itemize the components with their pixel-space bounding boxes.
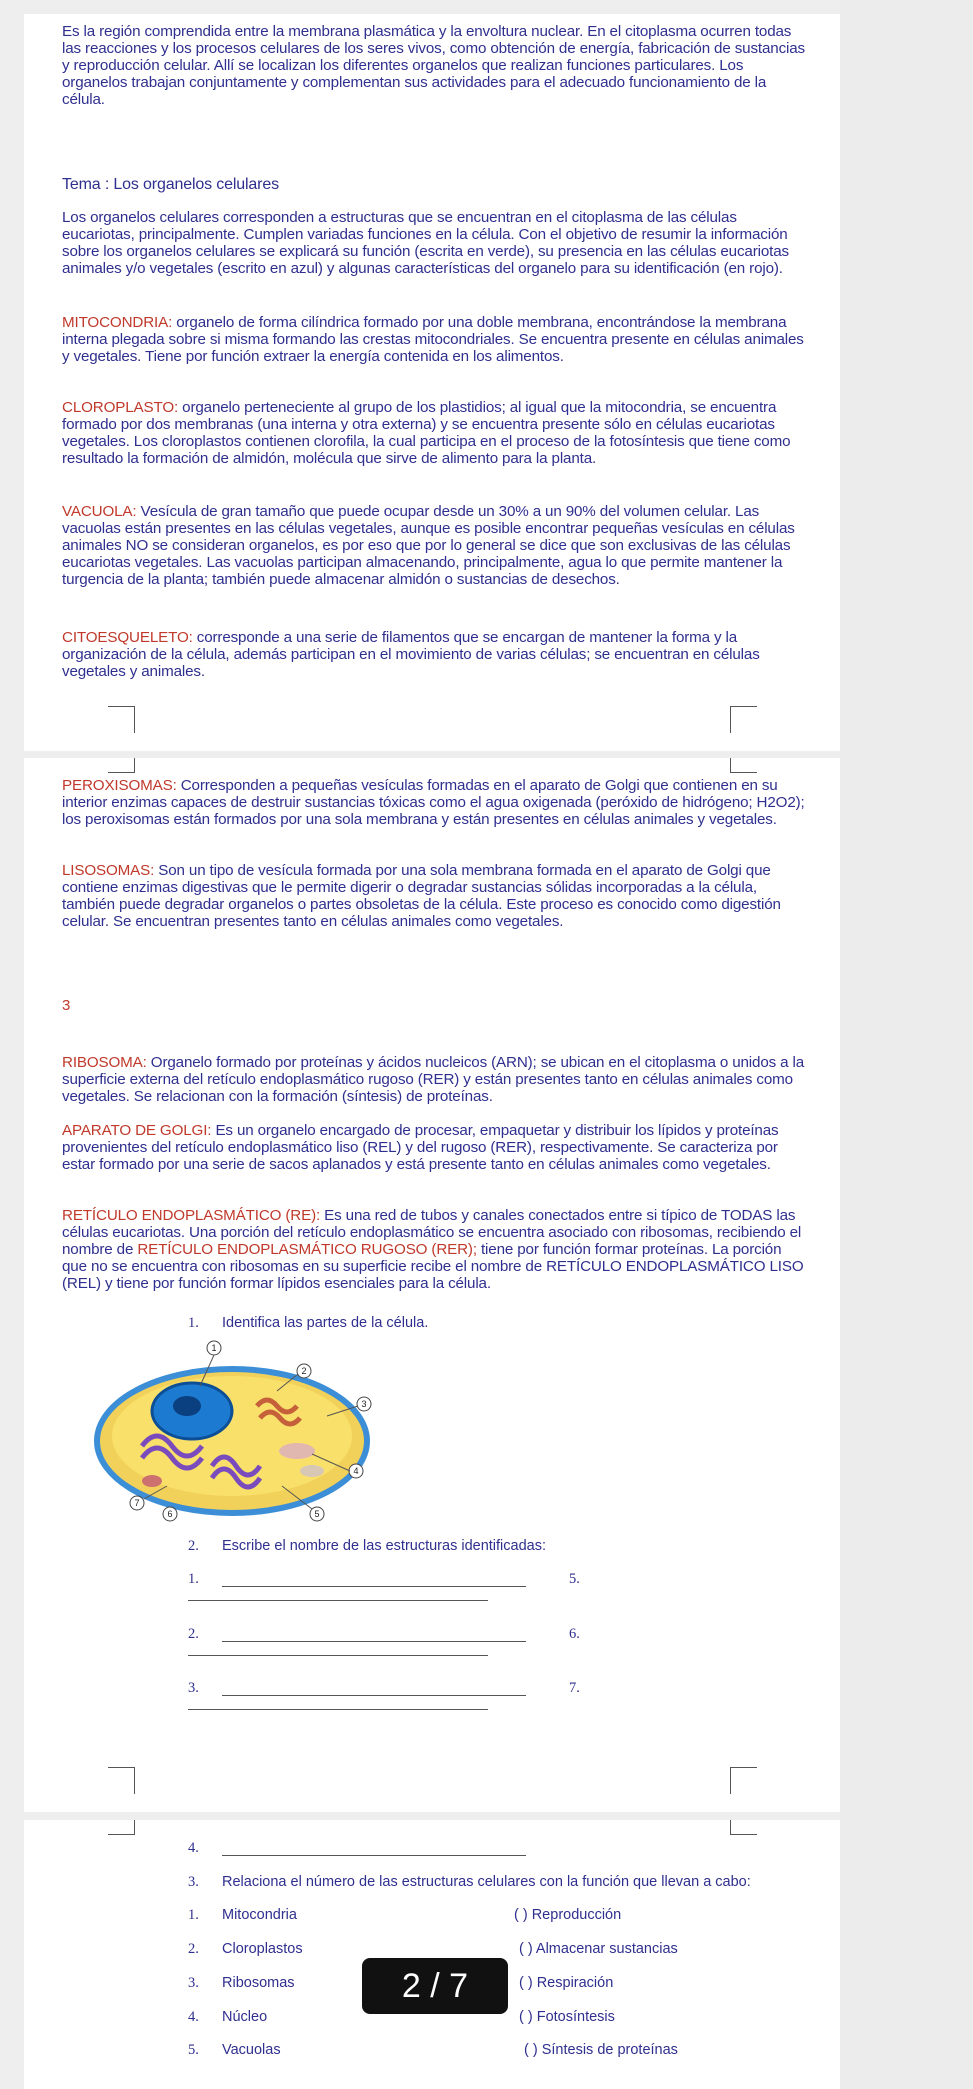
animal-cell-diagram [82, 1336, 372, 1526]
peroxisomas-term: PEROXISOMAS: [62, 777, 177, 794]
page-number: 3 [62, 997, 71, 1014]
lisosomas-paragraph: LISOSOMAS: Son un tipo de vesícula formada por una sola membrana formada en el aparato de Golgi que contiene enzimas digestivas que le permite digerir o degradar sustancias sólidas incorporadas a la célula, también puede degradar organelos o partes obsoletas de la célula. Este proceso es conocido como digestión celular. Se encuentran presentes tanto en células animales como vegetales. [62, 862, 781, 930]
answer-blank-3-continued[interactable] [188, 1709, 488, 1710]
crop-mark [108, 758, 135, 773]
answer-blank-1[interactable] [222, 1586, 526, 1587]
citoesqueleto-term: CITOESQUELETO: [62, 629, 193, 646]
page-indicator: 2 / 7 [362, 1958, 508, 2014]
vacuola-term: VACUOLA: [62, 503, 137, 520]
question-3-number: 3. [188, 1874, 199, 1890]
diagram-label-3: 3 [361, 1399, 367, 1409]
answer-blank-2-continued[interactable] [188, 1655, 488, 1656]
crop-mark [730, 1820, 757, 1835]
function-4[interactable]: ( ) Fotosíntesis [519, 2009, 615, 2025]
answer-blank-3[interactable] [222, 1695, 526, 1696]
ribosoma-paragraph: RIBOSOMA: Organelo formado por proteínas y ácidos nucleicos (ARN); se ubican en el citoplasma o unidos a la superficie externa del retículo endoplasmático rugoso (RER) y están presentes tanto en células animales como vegetales. Se relacionan con la formación (síntesis) de proteínas. [62, 1054, 805, 1105]
answer-blank-2[interactable] [222, 1641, 526, 1642]
structure-5-number: 5. [188, 2042, 199, 2058]
vacuola-paragraph: VACUOLA: Vesícula de gran tamaño que puede ocupar desde un 30% a un 90% del volumen celular. Las vacuolas están presentes en las células vegetales, aunque es posible encontrar pequeñas vesículas en células animales NO se consideran organelos, es por eso que por lo general se dice que son exclusivas de las células eucariotas vegetales. Las vacuolas participan almacenando, principalmente, agua lo que permite mantener la turgencia de la planta; también puede almacenar almidón o sustancias de desechos. [62, 503, 795, 588]
blank-6-number: 6. [569, 1626, 580, 1642]
function-1[interactable]: ( ) Reproducción [514, 1907, 622, 1923]
diagram-label-6: 6 [167, 1509, 173, 1519]
structure-2-number: 2. [188, 1941, 199, 1957]
structure-4-number: 4. [188, 2009, 199, 2025]
diagram-label-5: 5 [314, 1509, 320, 1519]
crop-mark [730, 1767, 757, 1794]
structure-1-number: 1. [188, 1907, 199, 1923]
function-2[interactable]: ( ) Almacenar sustancias [519, 1941, 678, 1957]
blank-5-number: 5. [569, 1571, 580, 1587]
blank-2-number: 2. [188, 1626, 199, 1642]
function-3[interactable]: ( ) Respiración [519, 1975, 614, 1991]
question-3-text: Relaciona el número de las estructuras celulares con la función que llevan a cabo: [222, 1874, 751, 1890]
diagram-label-4: 4 [353, 1466, 359, 1476]
question-1-number: 1. [188, 1315, 199, 1331]
answer-blank-4[interactable] [222, 1855, 526, 1856]
ribosoma-term: RIBOSOMA: [62, 1054, 147, 1071]
peroxisomas-paragraph: PEROXISOMAS: Corresponden a pequeñas vesículas formadas en el aparato de Golgi que contienen en su interior enzimas capaces de destruir sustancias tóxicas como el agua oxigenada (peróxido de hidrógeno; H2O2); los peroxisomas están formados por una sola membrana y están presentes en células animales y vegetales. [62, 777, 805, 828]
topic-heading: Tema : Los organelos celulares [62, 176, 279, 193]
structure-3-name: Ribosomas [222, 1975, 295, 1991]
document-page-3 [24, 1820, 840, 2089]
viewer-background [840, 0, 973, 2089]
structure-3-number: 3. [188, 1975, 199, 1991]
rer-term: RETÍCULO ENDOPLASMÁTICO RUGOSO (RER); [137, 1241, 477, 1258]
blank-4-number: 4. [188, 1840, 199, 1856]
cloroplasto-paragraph: CLOROPLASTO: organelo perteneciente al grupo de los plastidios; al igual que la mitocondria, se encuentra formado por dos membranas (una interna y otra externa) y se encuentra presente sólo en células eucariotas vegetales. Los cloroplastos contienen clorofila, la cual participa en el proceso de la fotosíntesis que tiene como resultado la formación de almidón, molécula que sirve de alimento para la planta. [62, 399, 791, 467]
crop-mark [730, 758, 757, 773]
document-page-1 [24, 14, 840, 751]
golgi-paragraph: APARATO DE GOLGI: Es un organelo encargado de procesar, empaquetar y distribuir los lípidos y proteínas provenientes del retículo endoplasmático liso (REL) y del rugoso (RER), respectivamente. Se caracteriza por estar formado por una serie de sacos aplanados y está presente tanto en células animales como vegetales. [62, 1122, 779, 1173]
mitocondria-term: MITOCONDRIA: [62, 314, 173, 331]
diagram-label-1: 1 [211, 1343, 217, 1353]
question-1-text: Identifica las partes de la célula. [222, 1315, 429, 1331]
document-page-2 [24, 758, 840, 1812]
topic-intro-paragraph: Los organelos celulares corresponden a estructuras que se encuentran en el citoplasma de las células eucariotas, principalmente. Cumplen variadas funciones en la célula. Con el objetivo de resumir la información sobre los organelos celulares se explicará su función (escrita en verde), su presencia en las células eucariotas animales y/o vegetales (escrito en azul) y algunas características del organelo para su identificación (en rojo). [62, 209, 789, 277]
answer-blank-1-continued[interactable] [188, 1600, 488, 1601]
reticulo-term: RETÍCULO ENDOPLASMÁTICO (RE): [62, 1207, 321, 1224]
golgi-term: APARATO DE GOLGI: [62, 1122, 212, 1139]
structure-2-name: Cloroplastos [222, 1941, 303, 1957]
mitocondria-paragraph: MITOCONDRIA: organelo de forma cilíndrica formado por una doble membrana, encontrándose la membrana interna plegada sobre si misma formando las crestas mitocondriales. Se encuentra presente en células animales y vegetales. Tiene por función extraer la energía contenida en los alimentos. [62, 314, 804, 365]
cloroplasto-term: CLOROPLASTO: [62, 399, 179, 416]
structure-5-name: Vacuolas [222, 2042, 281, 2058]
question-2-number: 2. [188, 1538, 199, 1554]
reticulo-paragraph: RETÍCULO ENDOPLASMÁTICO (RE): Es una red de tubos y canales conectados entre si típico de TODAS las células eucariotas. Una porción del retículo endoplasmático se encuentra asociado con ribosomas, recibiendo el nombre de RETÍCULO ENDOPLASMÁTICO RUGOSO (RER); tiene por función formar proteínas. La porción que no se encuentra con ribosomas en su superficie recibe el nombre de RETÍCULO ENDOPLASMÁTICO LISO (REL) y tiene por función formar lípidos esenciales para la célula. [62, 1207, 804, 1292]
intro-paragraph: Es la región comprendida entre la membrana plasmática y la envoltura nuclear. En el citoplasma ocurren todas las reacciones y los procesos celulares de los seres vivos, como obtención de energía, fabricación de sustancias y reproducción celular. Allí se localizan los diferentes organelos que realizan funciones particulares. Los organelos trabajan conjuntamente y complementan sus actividades para el adecuado funcionamiento de la célula. [62, 23, 805, 108]
diagram-label-2: 2 [301, 1366, 307, 1376]
crop-mark [730, 706, 757, 733]
crop-mark [108, 1820, 135, 1835]
structure-4-name: Núcleo [222, 2009, 268, 2025]
diagram-label-7: 7 [134, 1498, 140, 1508]
function-5[interactable]: ( ) Síntesis de proteínas [524, 2042, 678, 2058]
blank-7-number: 7. [569, 1680, 580, 1696]
citoesqueleto-paragraph: CITOESQUELETO: corresponde a una serie de filamentos que se encargan de mantener la forma y la organización de la célula, además participan en el movimiento de varias células; se encuentran en células vegetales y animales. [62, 629, 760, 680]
structure-1-name: Mitocondria [222, 1907, 297, 1923]
blank-1-number: 1. [188, 1571, 199, 1587]
question-2-text: Escribe el nombre de las estructuras identificadas: [222, 1538, 546, 1554]
blank-3-number: 3. [188, 1680, 199, 1696]
lisosomas-term: LISOSOMAS: [62, 862, 155, 879]
crop-mark [108, 1767, 135, 1794]
crop-mark [108, 706, 135, 733]
